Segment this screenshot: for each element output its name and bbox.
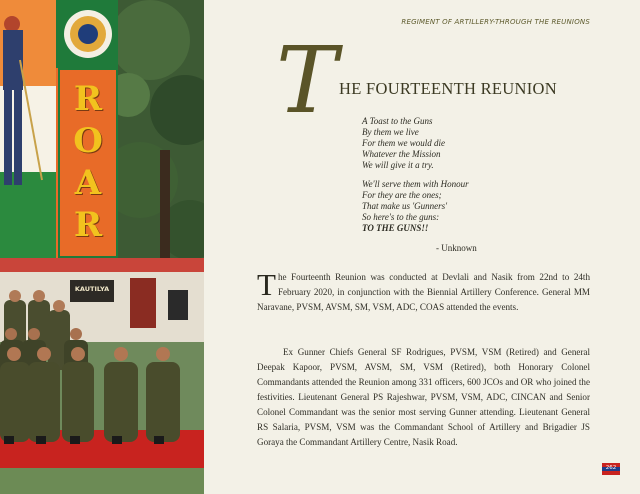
running-head: REGIMENT OF ARTILLERY-THROUGH THE REUNIONS <box>401 18 590 26</box>
decorative-initial <box>276 38 396 116</box>
poem-line: We will give it a try. <box>362 160 434 170</box>
group-photo-illustration <box>0 0 204 494</box>
poem-attribution: - Unknown <box>436 243 477 253</box>
poem-line: For them we would die <box>362 138 445 148</box>
banner-letter: O <box>73 121 103 161</box>
page-title: HE FOURTEENTH REUNION <box>339 79 557 98</box>
roar-banner <box>60 78 116 246</box>
building-sign: KAUTILYA <box>74 285 110 293</box>
banner-letter: A <box>74 163 102 203</box>
banner-letter: R <box>73 79 103 119</box>
poem-line: By them we live <box>362 127 419 137</box>
group-photo <box>0 0 204 494</box>
paragraph-2: Ex Gunner Chiefs General SF Rodrigues, PVSM, VSM (Retired) and General Deepak Kapoor, PVSM, AVSM, SM, VSM (Retired), both Honorary Colonel Commandants attended the Reunion among 331 officers, 600 JCOs and OR who joined the festivities. Lieutenant General PS Rajeshwar, PVSM, VSM, ADC, CINCAN and Senior Colonel Commandant was the senior most serving Gunner attending. Lieutenant General RS Salaria, PVSM, VSM was the Commandant School of Artillery and Brigadier JS Goraya the Commandant Artillery Centre, Nasik Road. <box>257 347 590 447</box>
page-number: 262 <box>605 465 617 471</box>
drop-cap: T <box>257 267 276 302</box>
poem-line: That make us 'Gunners' <box>362 201 448 211</box>
poem-line: We'll serve them with Honour <box>362 179 469 189</box>
poem-line: Whatever the Mission <box>362 149 441 159</box>
poem <box>362 116 469 234</box>
banner-letter: R <box>73 205 103 245</box>
title-initial: T <box>276 38 338 116</box>
paragraph-1 <box>257 267 590 315</box>
poem-line: A Toast to the Guns <box>362 116 433 126</box>
poem-line: So here's to the guns: <box>362 212 440 222</box>
paragraph-1-text: he Fourteenth Reunion was conducted at Devlali and Nasik from 22nd to 24th February 2020, in conjunction with the Biennial Artillery Conference. General MM Naravane, PVSM, AVSM, SM, VSM, ADC, COAS attended the events. <box>257 272 590 312</box>
poem-line: For they are the ones; <box>362 190 442 200</box>
page-number-badge <box>602 462 620 474</box>
poem-closing-line: TO THE GUNS!! <box>362 223 429 233</box>
document-page <box>204 0 640 494</box>
